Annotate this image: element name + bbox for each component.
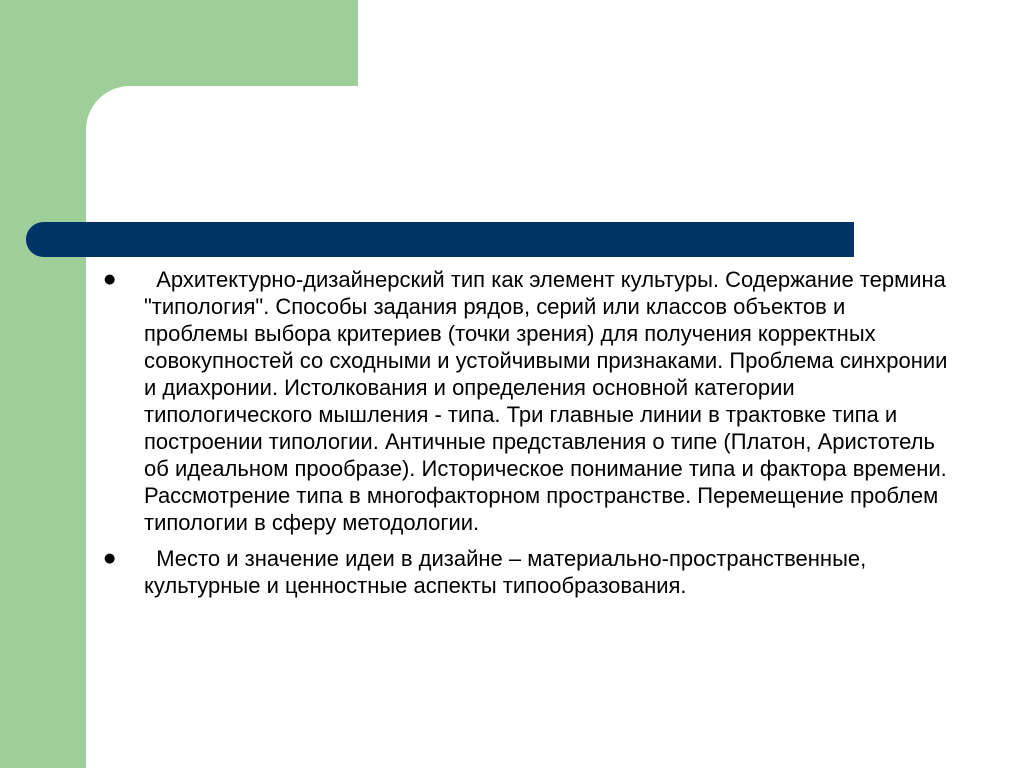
bullet-icon: ● bbox=[104, 272, 116, 287]
title-bar bbox=[26, 222, 854, 257]
bullet-text: Место и значение идеи в дизайне – материально-пространственные, культурные и ценностные аспекты типообразования. bbox=[144, 546, 873, 598]
bullet-icon: ● bbox=[104, 551, 116, 566]
bullet-item bbox=[104, 545, 964, 599]
bullet-list bbox=[104, 266, 964, 608]
bullet-item bbox=[104, 266, 964, 536]
bullet-text: Архитектурно-дизайнерский тип как элемент культуры. Содержание термина "типология". Способы задания рядов, серий или классов объектов и проблемы выбора критериев (точки зрения) для получения корректных совокупностей со сходными и устойчивыми признаками. Проблема синхронии и диахронии. Истолкования и определения основной категории типологического мышления - типа. Три главные линии в трактовке типа и построении типологии. Античные представления о типе (Платон, Аристотель об идеальном прообразе). Историческое понимание типа и фактора времени. Рассмотрение типа в многофакторном пространстве. Перемещение проблем типологии в сферу методологии. bbox=[144, 267, 954, 535]
